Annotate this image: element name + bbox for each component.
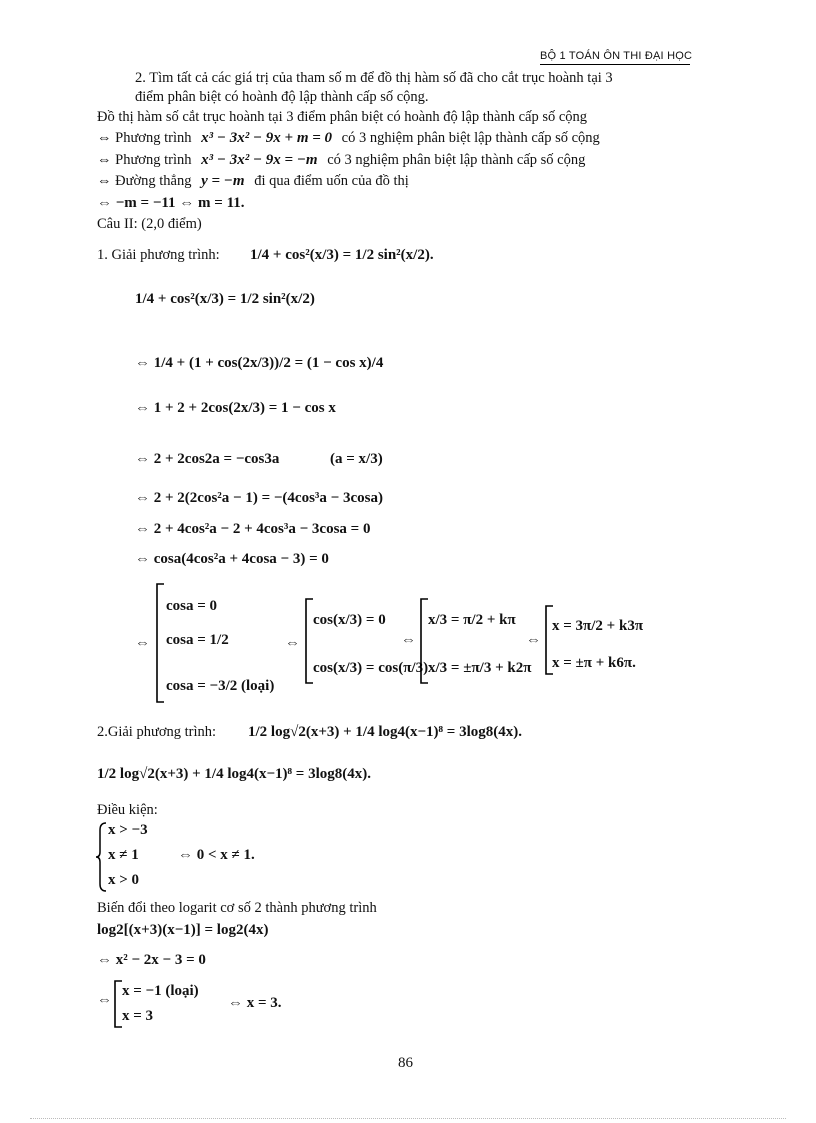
step-7: ⇔ cosa(4cos²a + 4cosa − 3) = 0 <box>135 551 329 567</box>
statement-2 <box>97 130 600 147</box>
root-2: x = 3 <box>122 1008 154 1024</box>
bracket-1 <box>154 583 166 703</box>
statement-5: ⇔ −m = −11 ⇔ m = 11. <box>97 195 245 211</box>
s2-post: có 3 nghiệm phân biệt lập thành cấp số cộng <box>341 130 600 146</box>
sys4-line2: x = ±π + k6π. <box>552 655 636 671</box>
step-5: ⇔ 2 + 2(2cos²a − 1) = −(4cos³a − 3cosa) <box>135 490 383 506</box>
s4-post: đi qua điểm uốn của đồ thị <box>254 173 409 189</box>
log-step-1: log2[(x+3)(x−1)] = log2(4x) <box>97 922 269 938</box>
condition-2: x ≠ 1 <box>108 847 139 863</box>
section-heading: Câu II: (2,0 điểm) <box>97 216 202 232</box>
step-2: ⇔ 1/4 + (1 + cos(2x/3))/2 = (1 − cos x)/4 <box>135 355 384 371</box>
sys1-line3: cosa = −3/2 (loại) <box>166 678 275 694</box>
condition-result: ⇔ 0 < x ≠ 1. <box>178 847 255 863</box>
problem1-equation: 1/4 + cos²(x/3) = 1/2 sin²(x/2). <box>250 247 434 263</box>
substitution-note: (a = x/3) <box>330 451 383 467</box>
equiv-sign-1: ⇔ <box>135 635 150 651</box>
sys3-line2: x/3 = ±π/3 + k2π <box>428 660 532 676</box>
brace-conditions <box>96 822 108 892</box>
equiv-sign-2: ⇔ <box>285 635 300 651</box>
footer-rule <box>30 1118 786 1119</box>
step-1: 1/4 + cos²(x/3) = 1/2 sin²(x/2) <box>135 291 315 307</box>
s3-post: có 3 nghiệm phân biệt lập thành cấp số cộng <box>327 152 586 168</box>
step-6: ⇔ 2 + 4cos²a − 2 + 4cos³a − 3cosa = 0 <box>135 521 371 537</box>
s4-equation: y = −m <box>201 173 245 189</box>
sys1-line2: cosa = 1/2 <box>166 632 229 648</box>
s2-equation: x³ − 3x² − 9x + m = 0 <box>201 130 333 146</box>
sys1-line1: cosa = 0 <box>166 598 218 614</box>
equiv-sign-5: ⇔ <box>97 992 112 1008</box>
statement-1: Đồ thị hàm số cắt trục hoành tại 3 điểm phân biệt có hoành độ lập thành cấp số cộng <box>97 109 588 125</box>
q2-line1: 2. Tìm tất cả các giá trị của tham số m để đồ thị hàm số đã cho cắt trục hoành tại 3 <box>135 70 613 86</box>
page-number: 86 <box>398 1055 413 1071</box>
condition-label: Điều kiện: <box>97 802 158 818</box>
q2-line2: điểm phân biệt có hoành độ lập thành cấp số cộng. <box>135 89 429 105</box>
final-answer: ⇔ x = 3. <box>228 995 282 1011</box>
running-title: BỘ 1 TOÁN ÔN THI ĐẠI HỌC <box>540 50 693 62</box>
equiv-sign-4: ⇔ <box>526 632 541 648</box>
step-4: ⇔ 2 + 2cos2a = −cos3a <box>135 451 280 467</box>
equiv-sign-3: ⇔ <box>401 632 416 648</box>
sys2-line2: cos(x/3) = cos(π/3) <box>313 660 429 676</box>
problem1-label: 1. Giải phương trình: <box>97 247 220 263</box>
problem2-equation: 1/2 log√2(x+3) + 1/4 log4(x−1)⁸ = 3log8(4x). <box>248 724 522 740</box>
sys4-line1: x = 3π/2 + k3π <box>552 618 644 634</box>
statement-3 <box>97 152 585 169</box>
step-3: ⇔ 1 + 2 + 2cos(2x/3) = 1 − cos x <box>135 400 336 416</box>
s3-equation: x³ − 3x² − 9x = −m <box>201 152 318 168</box>
s3-pre: ⇔ Phương trình <box>97 152 192 168</box>
sys3-line1: x/3 = π/2 + kπ <box>428 612 516 628</box>
s2-pre: ⇔ Phương trình <box>97 130 192 146</box>
problem2-restated: 1/2 log√2(x+3) + 1/4 log4(x−1)⁸ = 3log8(4x). <box>97 766 371 782</box>
sys2-line1: cos(x/3) = 0 <box>313 612 386 628</box>
condition-3: x > 0 <box>108 872 140 888</box>
condition-1: x > −3 <box>108 822 148 838</box>
root-1: x = −1 (loại) <box>122 983 199 999</box>
s4-pre: ⇔ Đường thẳng <box>97 173 192 189</box>
problem2-label: 2.Giải phương trình: <box>97 724 217 740</box>
log-step-2: ⇔ x² − 2x − 3 = 0 <box>97 952 206 968</box>
header-rule <box>540 64 690 65</box>
transform-note: Biến đổi theo logarit cơ số 2 thành phương trình <box>97 900 377 916</box>
statement-4 <box>97 173 409 190</box>
